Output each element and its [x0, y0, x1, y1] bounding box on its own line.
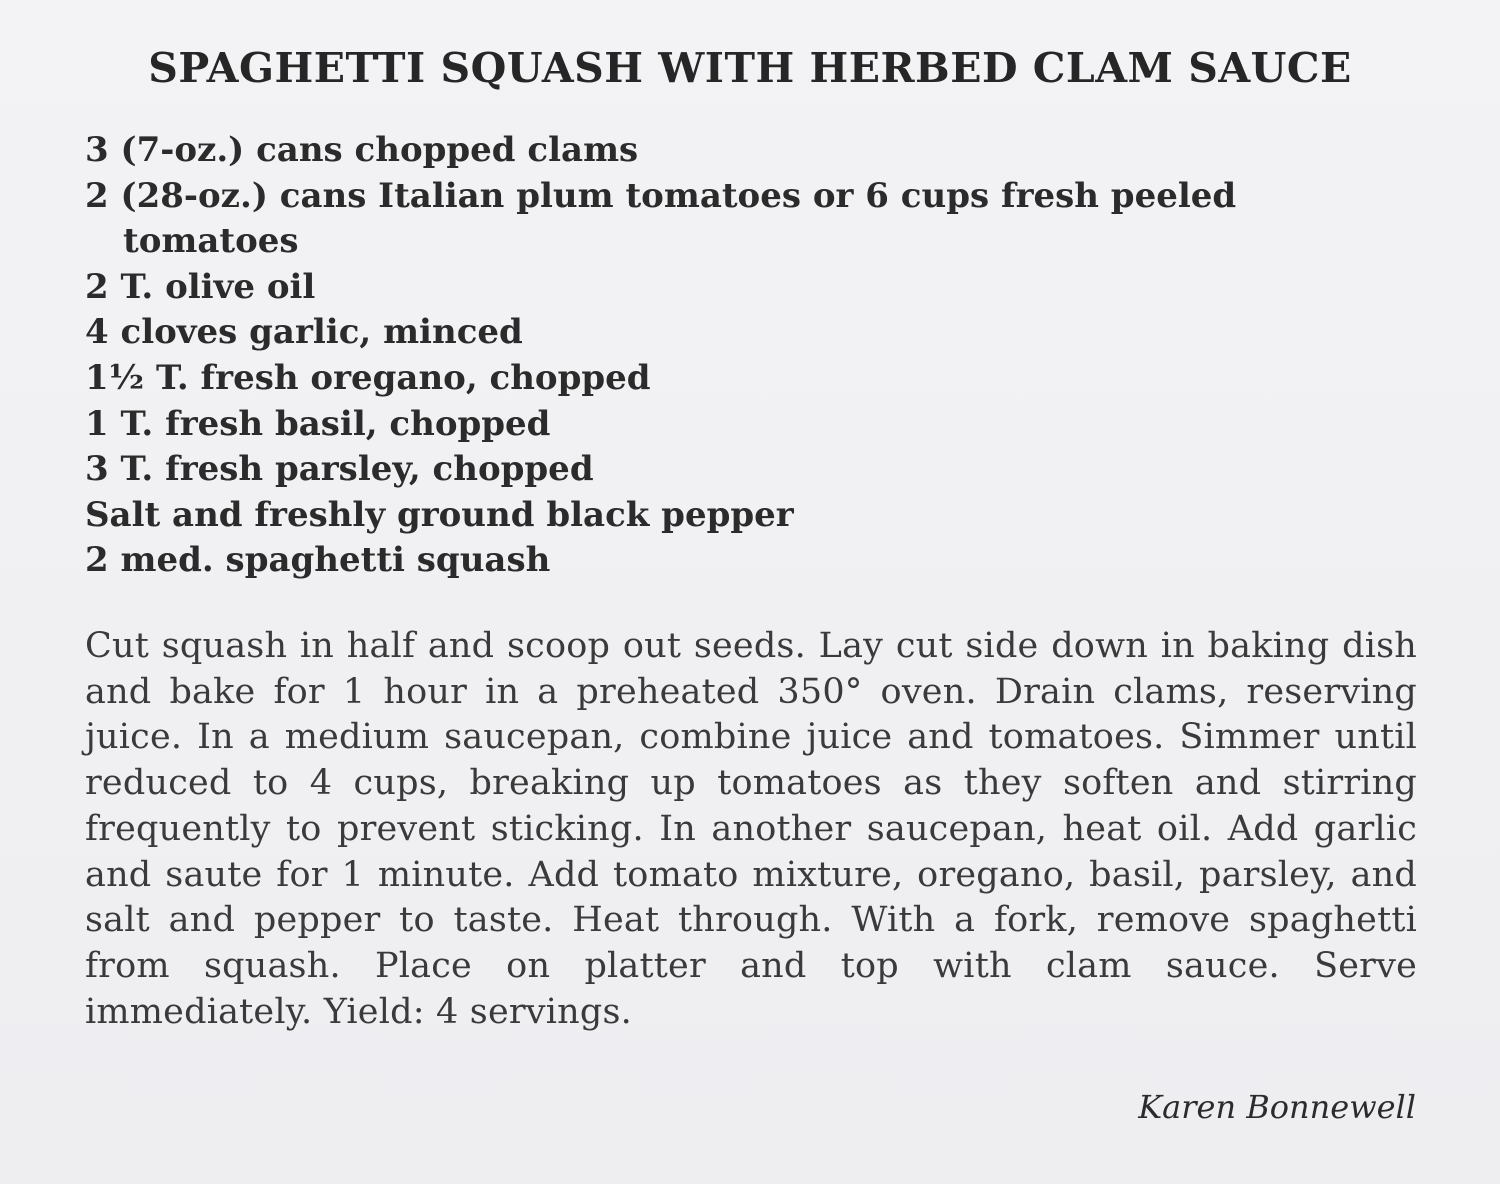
ingredient-list	[85, 128, 1425, 584]
ingredient-item: 2 T. olive oil	[85, 266, 316, 307]
ingredient-item: 1 T. fresh basil, chopped	[85, 403, 551, 444]
ingredient-item: 4 cloves garlic, minced	[85, 312, 523, 353]
ingredient-item: 2 (28-oz.) cans Italian plum tomatoes or 6 cups fresh peeled tomatoes	[85, 175, 1237, 262]
ingredient-item: 3 (7-oz.) cans chopped clams	[85, 130, 639, 170]
recipe-author: Karen Bonnewell	[1138, 1088, 1416, 1126]
recipe-title: SPAGHETTI SQUASH WITH HERBED CLAM SAUCE	[148, 44, 1352, 92]
ingredient-item: 2 med. spaghetti squash	[85, 540, 551, 581]
ingredient-item: Salt and freshly ground black pepper	[85, 494, 794, 535]
directions-paragraph: Cut squash in half and scoop out seeds. Lay cut side down in baking dish and bake for 1 hour in a preheated 350° oven. Drain clams, reserving juice. In a medium saucepan, combine juice and tomatoes. Simmer until reduced to 4 cups, breaking up tomatoes as they soften and stirring frequently to prevent sticking. In another saucepan, heat oil. Add garlic and saute for 1 minute. Add tomato mixture, oregano, basil, parsley, and salt and pepper to taste. Heat through. With a fork, remove spaghetti from squash. Place on platter and top with clam sauce. Serve immediately. Yield: 4 servings.	[85, 626, 1417, 1032]
ingredient-item: 1½ T. fresh oregano, chopped	[85, 357, 651, 398]
ingredient-item: 3 T. fresh parsley, chopped	[85, 449, 594, 490]
